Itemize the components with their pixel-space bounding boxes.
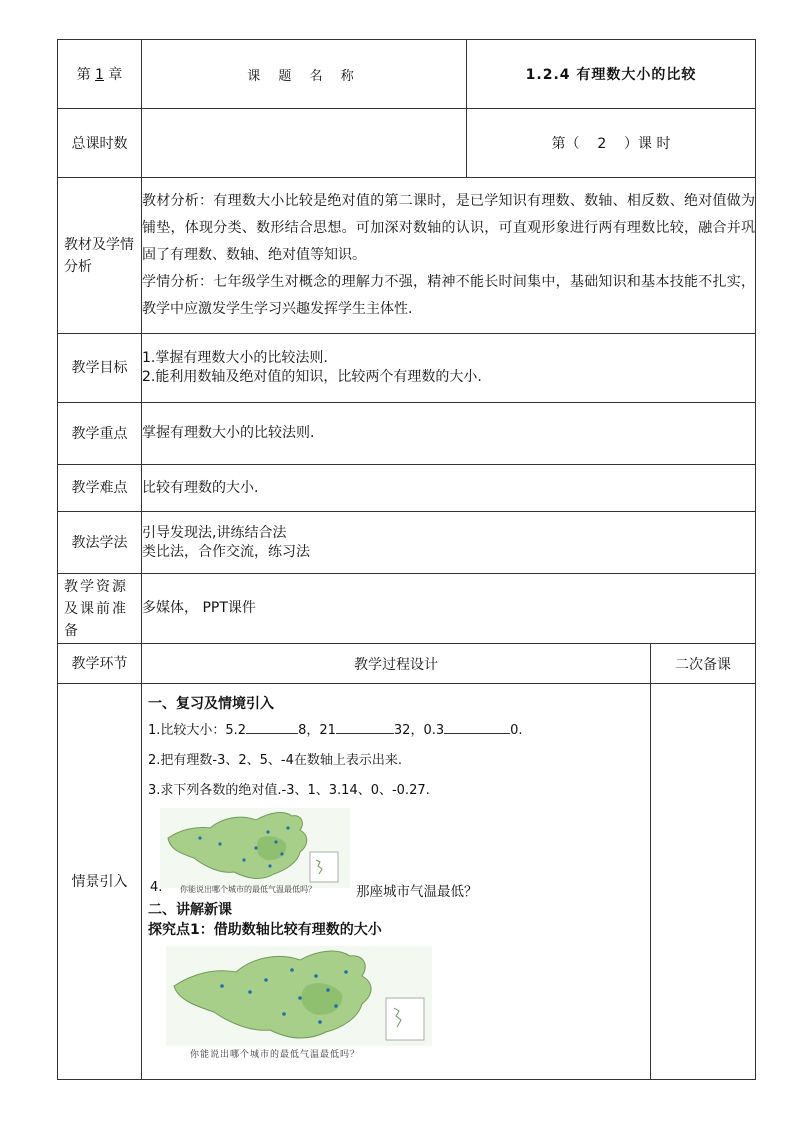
- method-row: [58, 512, 756, 574]
- china-map-image-large: [166, 946, 432, 1046]
- method-label: 教法学法: [58, 512, 142, 574]
- difficulty-text: 比较有理数的大小.: [142, 465, 756, 512]
- total-hours-value: [142, 109, 467, 178]
- goal-text: [142, 334, 756, 403]
- lesson-plan-table: [57, 39, 756, 1080]
- question-4-text: 那座城市气温最低？: [356, 884, 478, 900]
- key-label: 教学重点: [58, 403, 142, 465]
- analysis-row: [58, 178, 756, 334]
- resource-label: 教学资源及课前准备: [58, 574, 142, 644]
- q1-part-b: 8，21: [298, 723, 336, 738]
- map-caption: 你能说出哪个城市的最低气温最低吗？: [180, 885, 316, 894]
- chapter-suffix: 章: [108, 67, 123, 83]
- resource-text: 多媒体， PPT课件: [142, 574, 756, 644]
- section2-title: 二、讲解新课: [148, 902, 232, 918]
- question-3: 3.求下列各数的绝对值.-3、1、3.14、0、-0.27.: [148, 783, 430, 798]
- total-hours-label: 总课时数: [58, 109, 142, 178]
- key-text: 掌握有理数大小的比较法则.: [142, 403, 756, 465]
- chapter-number: 1: [95, 67, 104, 83]
- china-map-icon: [166, 946, 432, 1046]
- question-1: [148, 716, 644, 746]
- question-2: 2.把有理数-3、2、5、-4在数轴上表示出来.: [148, 753, 403, 768]
- process-row: [58, 684, 756, 1080]
- china-map-image: [160, 808, 350, 888]
- china-map-icon: [160, 808, 350, 888]
- map-caption-large: 你能说出哪个城市的最低气温最低吗？: [190, 1050, 361, 1060]
- process-col-second-prep: 二次备课: [651, 644, 756, 684]
- answer-blank: [444, 719, 510, 734]
- analysis-label: 教材及学情分析: [58, 178, 142, 334]
- goal-row: [58, 334, 756, 403]
- stage-label: 情景引入: [58, 684, 142, 1080]
- resource-row: [58, 574, 756, 644]
- hours-row: [58, 109, 756, 178]
- method-text: [142, 512, 756, 574]
- process-header-row: [58, 644, 756, 684]
- method-item: 类比法，合作交流，练习法: [142, 543, 310, 560]
- difficulty-row: [58, 465, 756, 512]
- period-text: 第（ 2 ）课 时: [467, 109, 756, 178]
- process-col-design: 教学过程设计: [142, 644, 651, 684]
- q1-part-d: 0.: [510, 723, 523, 738]
- chapter-cell: [58, 40, 142, 109]
- section1-title: 一、复习及情境引入: [148, 696, 274, 712]
- goal-item: 1.掌握有理数大小的比较法则.: [142, 350, 328, 366]
- method-item: 引导发现法,讲练结合法: [142, 524, 287, 541]
- question-4-number: 4.: [150, 880, 163, 895]
- analysis-text-materials: 教材分析：有理数大小比较是绝对值的第二课时，是已学知识有理数、数轴、相反数、绝对值做为铺垫，体现分类、数形结合思想。可加深对数轴的认识，可直观形象进行两有理数比较，融合并巩固了有理数、数轴、绝对值等知识。: [142, 193, 756, 263]
- difficulty-label: 教学难点: [58, 465, 142, 512]
- second-prep-cell: [651, 684, 756, 1080]
- header-row: [58, 40, 756, 109]
- lesson-title: 1.2.4 有理数大小的比较: [467, 40, 756, 109]
- question-4-block: [148, 808, 644, 900]
- q1-part-c: 32，0.3: [393, 723, 445, 738]
- q1-part-a: 1.比较大小：5.2: [148, 723, 247, 738]
- course-name-label: 课 题 名 称: [142, 40, 467, 109]
- answer-blank: [336, 719, 394, 734]
- explore-title: 探究点1：借助数轴比较有理数的大小: [148, 922, 382, 938]
- goal-item: 2.能利用数轴及绝对值的知识，比较两个有理数的大小.: [142, 369, 482, 385]
- process-content: [142, 684, 651, 1080]
- explore-map-block: [148, 946, 644, 1058]
- analysis-text: [142, 178, 756, 334]
- goal-label: 教学目标: [58, 334, 142, 403]
- process-col-stage: 教学环节: [58, 644, 142, 684]
- answer-blank: [246, 719, 298, 734]
- chapter-prefix: 第: [76, 67, 91, 83]
- analysis-text-students: 学情分析：七年级学生对概念的理解力不强，精神不能长时间集中，基础知识和基本技能不扎实，教学中应激发学生学习兴趣发挥学生主体性.: [142, 274, 756, 317]
- key-row: [58, 403, 756, 465]
